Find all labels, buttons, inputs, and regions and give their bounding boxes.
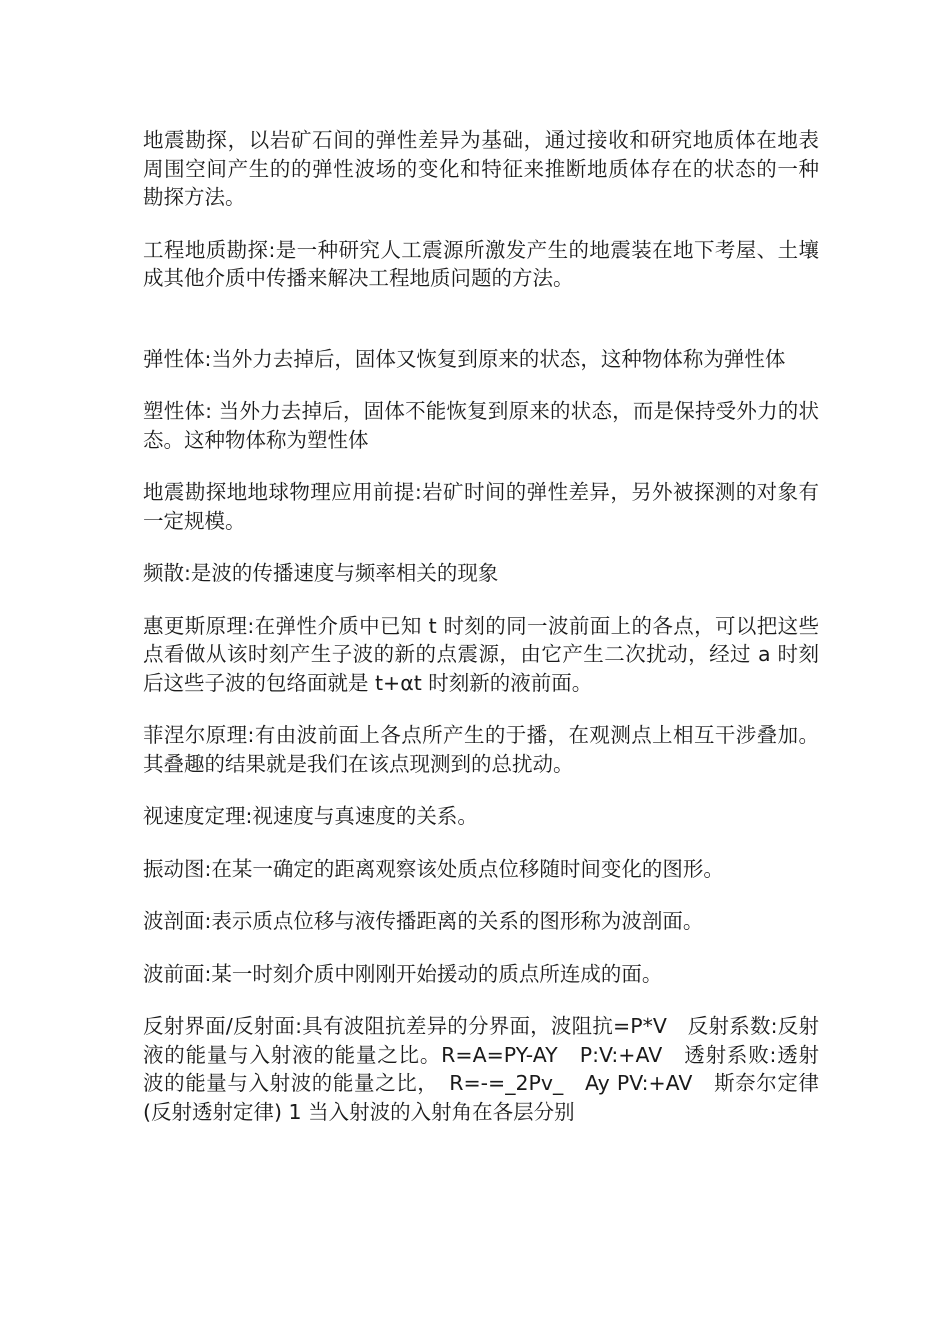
paragraph-apparent-velocity-theorem: 视速度定理:视速度与真速度的关系。 — [143, 804, 478, 828]
paragraph-huygens-principle: 惠更斯原理:在弹性介质中已知 t 时刻的同一波前面上的各点，可以把这些点看做从该时刻产生子波的新的点震源，由它产生二次扰动，经过 a 时刻后这些子波的包络面就是 t+αt 时刻新的液前面。 — [143, 613, 819, 695]
paragraph-plastic-body: 塑性体: 当外力去掉后，固体不能恢复到原来的状态，而是保持受外力的状态。这种物体称为塑性体 — [143, 399, 819, 452]
paragraph-application-premise: 地震勘探地地球物理应用前提:岩矿时间的弹性差异，另外被探测的对象有一定规模。 — [143, 480, 819, 533]
paragraph-engineering-geology-exploration: 工程地质勘探:是一种研究人工震源所激发产生的地震装在地下考屋、土壤成其他介质中传播来解决工程地质问题的方法。 — [143, 237, 819, 290]
paragraph-wavefront: 波前面:某一时刻介质中刚刚开始援动的质点所连成的面。 — [143, 961, 663, 986]
paragraph-wave-profile: 波剖面:表示质点位移与液传播距离的关系的图形称为波剖面。 — [143, 909, 704, 933]
paragraph-seismic-exploration: 地震勘探，以岩矿石间的弹性差异为基础，通过接收和研究地质体在地表周围空间产生的的弹性波场的变化和特征来推断地质体存在的状态的一种勘探方法。 — [143, 128, 819, 209]
document-body — [143, 126, 819, 1150]
paragraph-reflection-interface: 反射界面/反射面:具有波阻抗差异的分界面，波阻抗=P*V 反射系数:反射液的能量与入射液的能量之比。R=A=PY-AY P:V:+AV 透射系败:透射波的能量与入射波的能量之比， R=-=_2Pv_ Ay PV:+AV 斯奈尔定律(反射透射定律) 1 当入射波的入射角在各层分别 — [143, 1014, 819, 1124]
paragraph-vibration-diagram: 振动图:在某一确定的距离观察该处质点位移随时间变化的图形。 — [143, 856, 724, 881]
paragraph-fresnel-principle: 菲涅尔原理:有由波前面上各点所产生的于播，在观测点上相互干涉叠加。其叠趣的结果就是我们在该点现测到的总扰动。 — [143, 723, 819, 776]
paragraph-elastic-body: 弹性体:当外力去掉后，固体又恢复到原来的状态，这种物体称为弹性体 — [143, 346, 786, 371]
paragraph-dispersion: 频散:是波的传播速度与频率相关的现象 — [143, 561, 499, 585]
